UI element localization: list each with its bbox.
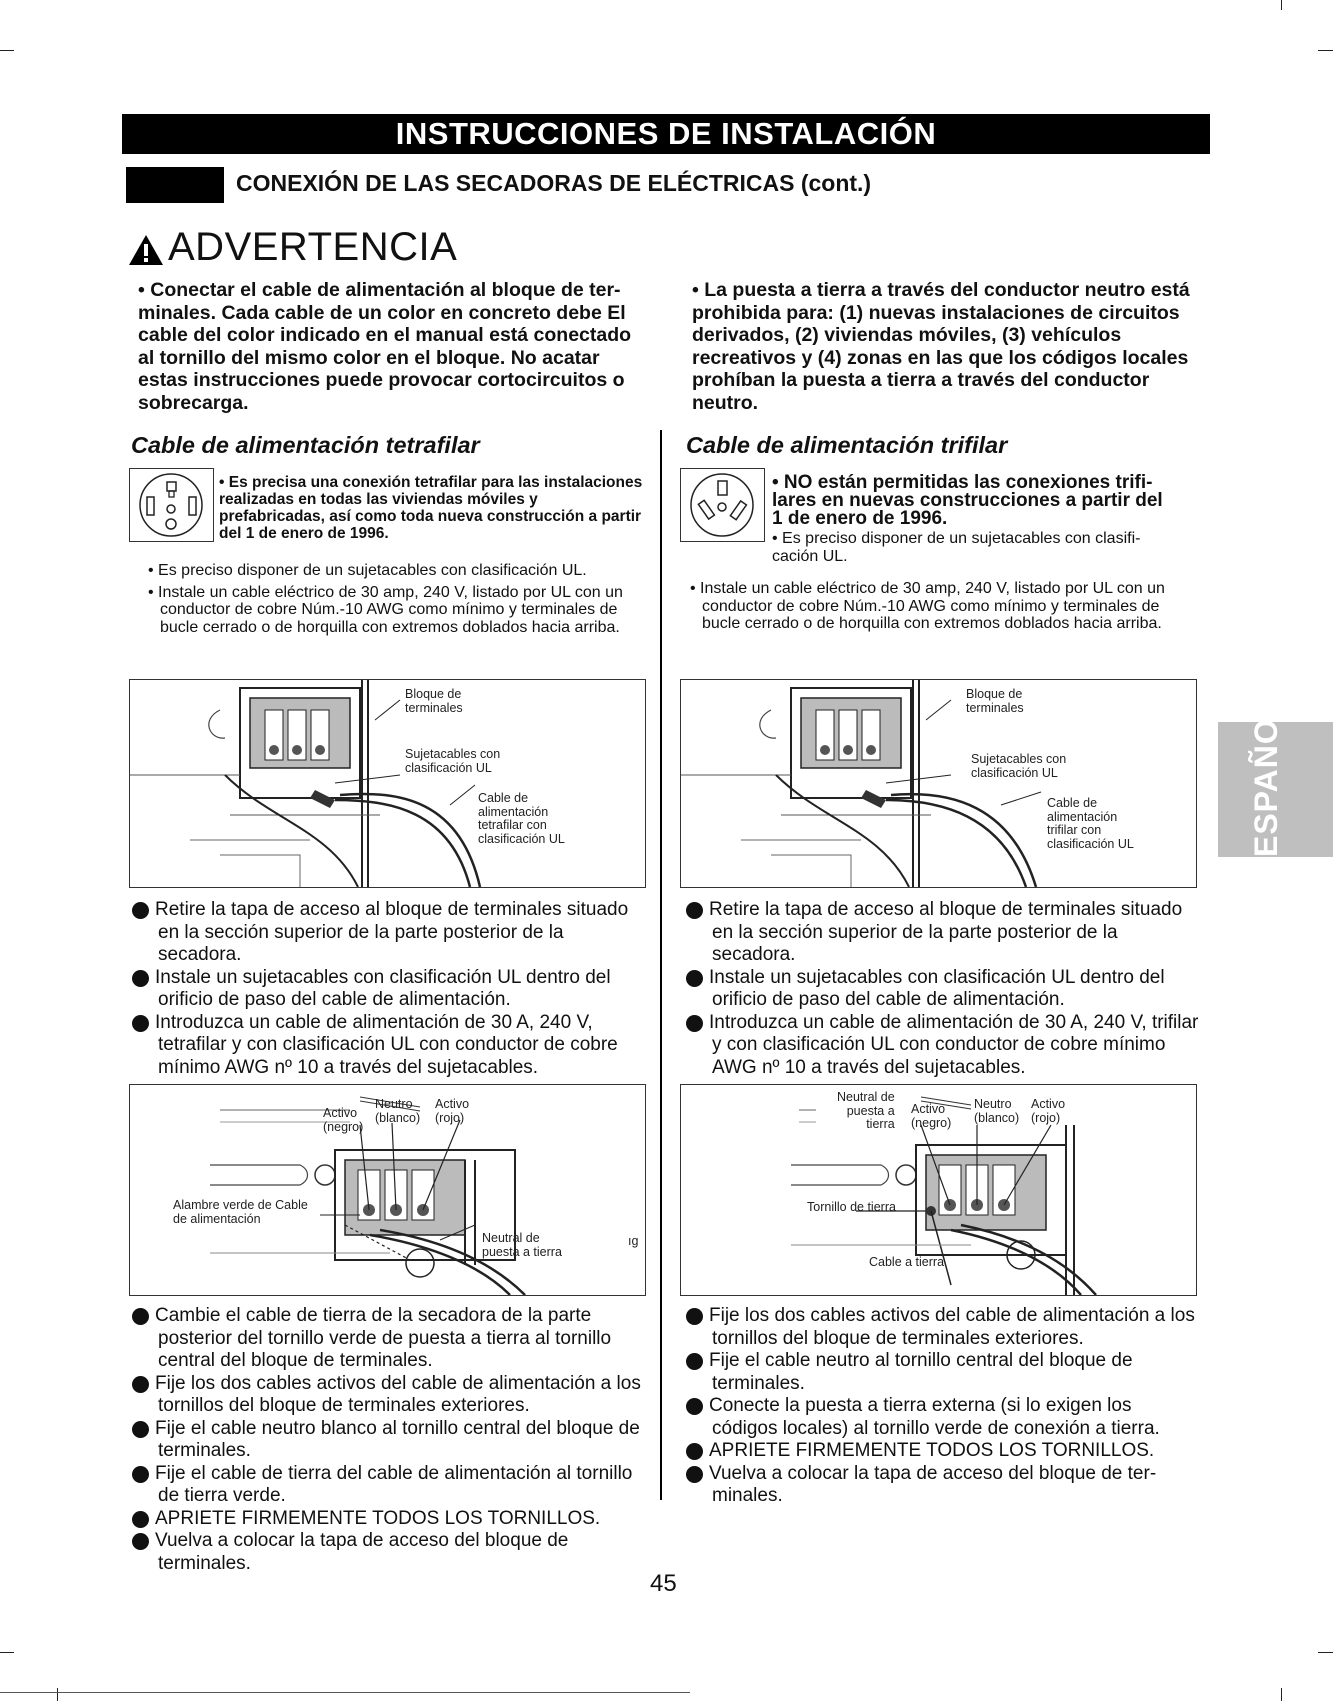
label-ground-screw: Tornillo de tierra (807, 1200, 896, 1214)
scan-edge (0, 1692, 690, 1693)
diagram-three-wire-clamp (680, 679, 1197, 888)
crop-mark (1281, 0, 1282, 10)
left-steps-a (124, 899, 647, 1079)
right-box-notes (772, 474, 1172, 565)
left-heading: Cable de alimentación tetrafilar (131, 432, 480, 458)
label-neutral-white: Neutro (blanco) (974, 1097, 1020, 1125)
warning-triangle-icon (128, 234, 164, 266)
step-text: Instale un sujetacables con clasificación UL dentro del orificio de paso del cable de alimentación. (709, 966, 1165, 1010)
step-text: Introduzca un cable de alimentación de 30 A, 240 V, tetrafilar y con clasificación UL con conductor de cobre mínimo AWG nº 10 a través del sujetacables. (155, 1011, 618, 1078)
page-banner: INSTRUCCIONES DE INSTALACIÓN (122, 114, 1210, 154)
label-strain-relief: Sujetacables con clasificación UL (405, 747, 501, 775)
right-steps-b (678, 1305, 1201, 1508)
step-text: Fije los dos cables activos del cable de alimentación a los tornillos del bloque de terminales exteriores. (709, 1305, 1195, 1349)
crop-mark (1318, 1652, 1333, 1653)
step-item (124, 1011, 647, 1080)
step-item (124, 1530, 647, 1575)
right-heading: Cable de alimentación trifilar (686, 432, 1008, 458)
step-item (124, 966, 647, 1012)
page-number: 45 (650, 1570, 677, 1597)
warning-text: ADVERTENCIA (168, 225, 458, 269)
step-number-icon: 4 (686, 1308, 703, 1325)
step-text: Cambie el cable de tierra de la secadora de la parte posterior del tornillo verde de puesta a tierra al tornillo central del bloque de terminales. (155, 1305, 612, 1371)
step-number-icon: 1 (132, 902, 149, 919)
step-text: Conecte la puesta a tierra externa (si lo exigen los códigos locales) al tornillo verde de conexión a tierra. (709, 1395, 1160, 1439)
step-number-icon: 7 (686, 1443, 703, 1460)
language-tab-label: ESPAÑOL (1248, 697, 1284, 857)
step-text: Instale un sujetacables con clasificación UL dentro del orificio de paso del cable de alimentación. (155, 966, 611, 1010)
diagram-four-wire-clamp (129, 679, 646, 888)
step-item (124, 899, 647, 967)
crop-mark (0, 50, 14, 51)
step-number-icon: 1 (686, 902, 703, 919)
step-number-icon: 6 (686, 1398, 703, 1415)
diagram-four-wire-connection (129, 1084, 646, 1296)
right-steps-a (678, 899, 1201, 1079)
four-prong-outlet-icon (129, 468, 214, 542)
step-item (678, 1305, 1201, 1350)
step-text: Retire la tapa de acceso al bloque de terminales situado en la sección superior de la parte posterior de la secadora. (155, 899, 629, 965)
step-number-icon: 6 (132, 1421, 149, 1438)
step-text: APRIETE FIRMEMENTE TODOS LOS TORNILLOS. (155, 1507, 601, 1529)
step-number-icon: 9 (132, 1533, 149, 1550)
crop-mark (0, 1652, 14, 1653)
step-number-icon: 5 (132, 1376, 149, 1393)
left-bullets (148, 562, 643, 640)
diagram-three-wire-connection (680, 1084, 1197, 1296)
label-hot-red: Activo (rojo) (1031, 1097, 1066, 1125)
step-number-icon: 2 (686, 970, 703, 987)
left-bullet-1: • Es preciso disponer de un sujetacables con clasificación UL. (148, 562, 587, 579)
label-ground-neutral: Neutral de puesta a tierra (482, 1231, 562, 1259)
step-item (124, 1507, 647, 1531)
label-terminal-block: Bloque de terminales (405, 687, 463, 715)
column-divider (660, 430, 662, 1500)
label-neutral-white: Neutro (blanco) (375, 1097, 421, 1125)
label-hot-black: Activo (negro) (323, 1106, 364, 1134)
step-text: Fije los dos cables activos del cable de alimentación a los tornillos del bloque de terminales exteriores. (155, 1372, 641, 1416)
label-strain-relief: Sujetacables con clasificación UL (971, 752, 1067, 780)
left-steps-b (124, 1305, 647, 1575)
step-item (678, 1440, 1201, 1463)
section-marker (126, 167, 224, 203)
label-terminal-block: Bloque de terminales (966, 687, 1024, 715)
left-bullet-2: • Instale un cable eléctrico de 30 amp, 240 V, listado por UL con un conductor de cobre Núm.-10 AWG como mínimo y terminales de bucle cerrado o de horquilla con extremos doblados hacia arriba. (148, 583, 623, 636)
step-text: Retire la tapa de acceso al bloque de terminales situado en la sección superior de la parte posterior de la secadora. (709, 899, 1183, 965)
left-box-note: • Es precisa una conexión tetrafilar para las instalaciones realizadas en todas las viviendas móviles y prefabricadas, así como toda nueva construcción a partir del 1 de enero de 1996. (219, 474, 643, 542)
step-item (678, 1462, 1201, 1508)
step-text: Vuelva a colocar la tapa de acceso del bloque de terminales. (155, 1530, 569, 1574)
right-bullet (690, 580, 1170, 637)
step-item (124, 1372, 647, 1418)
warning-right: • La puesta a tierra a través del conductor neutro está prohibida para: (1) nuevas instalaciones de circuitos derivados, (2) viviendas móviles, (3) vehículos recreativos y (4) zonas en las que los códigos locales prohíban la puesta a tierra a través del conductor neutro. (692, 279, 1190, 414)
three-prong-outlet-icon (680, 468, 765, 542)
step-text: APRIETE FIRMEMENTE TODOS LOS TORNILLOS. (709, 1440, 1155, 1461)
step-number-icon: 3 (686, 1015, 703, 1032)
right-box-note-bold: • NO están permitidas las conexiones trifilares en nuevas construcciones a partir del 1 de enero de 1996. (772, 472, 1163, 529)
crop-mark (1281, 1688, 1282, 1701)
step-number-icon: 2 (132, 970, 149, 987)
section-title: CONEXIÓN DE LAS SECADORAS DE ELÉCTRICAS (cont.) (236, 170, 872, 196)
step-item (124, 1462, 647, 1508)
step-number-icon: 8 (132, 1511, 149, 1528)
step-text: Fije el cable neutro blanco al tornillo central del bloque de terminales. (155, 1417, 640, 1461)
warning-heading (128, 225, 457, 270)
step-text: Fije el cable neutro al tornillo central del bloque de terminales. (709, 1350, 1133, 1394)
step-number-icon: 7 (132, 1466, 149, 1483)
step-item (678, 899, 1201, 967)
step-number-icon: 8 (686, 1466, 703, 1483)
step-item (678, 966, 1201, 1012)
right-box-note: • Es preciso disponer de un sujetacables con clasificación UL. (772, 530, 1141, 565)
step-item (678, 1011, 1201, 1080)
step-item (124, 1305, 647, 1373)
step-number-icon: 3 (132, 1015, 149, 1032)
label-green-wire: Alambre verde de Cable de alimentación (173, 1198, 308, 1226)
language-tab (1218, 697, 1333, 857)
right-bullet-1: • Instale un cable eléctrico de 30 amp, 240 V, listado por UL con un conductor de cobre Núm.-10 AWG como mínimo y terminales de bucle cerrado o de horquilla con extremos doblados hacia arriba. (690, 580, 1165, 632)
label-power-cord: Cable de alimentación tetrafilar con clasificación UL (478, 791, 565, 846)
step-item (124, 1417, 647, 1463)
label-stray: ıg (628, 1234, 639, 1248)
step-text: Vuelva a colocar la tapa de acceso del bloque de terminales. (709, 1462, 1157, 1506)
label-hot-red: Activo (rojo) (435, 1097, 470, 1125)
warning-left: • Conectar el cable de alimentación al bloque de terminales. Cada cable de un color en concreto debe El cable del color indicado en el manual está conectado al tornillo del mismo color en el bloque. No acatar estas instrucciones puede provocar cortocircuitos o sobrecarga. (138, 279, 632, 414)
step-item (678, 1350, 1201, 1395)
crop-mark (57, 1688, 58, 1701)
label-hot-black: Activo (negro) (911, 1102, 952, 1130)
label-ground-cable: Cable a tierra (869, 1255, 945, 1269)
label-neutral-ground: Neutral de puesta a tierra (837, 1090, 895, 1131)
step-item (678, 1395, 1201, 1440)
crop-mark (1318, 50, 1333, 51)
step-text: Fije el cable de tierra del cable de alimentación al tornillo de tierra verde. (155, 1462, 633, 1506)
label-power-cord: Cable de alimentación trifilar con clasificación UL (1047, 796, 1134, 851)
step-number-icon: 4 (132, 1308, 149, 1325)
step-number-icon: 5 (686, 1353, 703, 1370)
step-text: Introduzca un cable de alimentación de 30 A, 240 V, trifilar y con clasificación UL con conductor de cobre mínimo AWG nº 10 a través del sujetacables. (709, 1011, 1199, 1078)
